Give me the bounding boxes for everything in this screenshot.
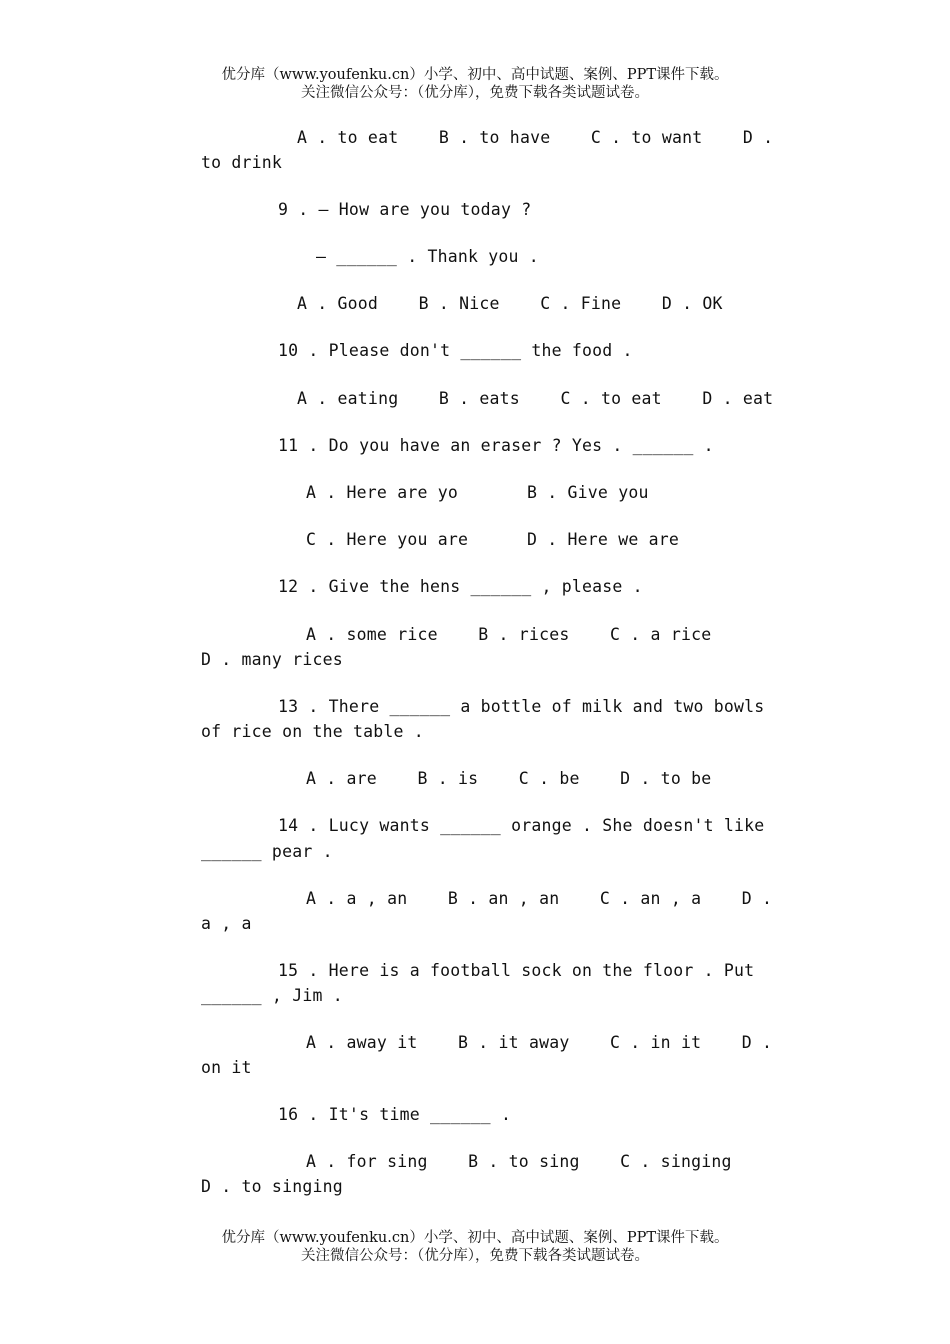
q11-question: 11 . Do you have an eraser ? Yes . ______ . [278,436,714,455]
q9-question: 9 . — How are you today ? [278,200,532,219]
q16-options-cont: D . to singing [201,1177,343,1196]
page-header [0,66,950,102]
page-footer [0,1229,950,1265]
q14-options-cont: a , a [201,914,252,933]
q12-question: 12 . Give the hens ______ , please . [278,577,643,596]
q8-options-cont: to drink [201,153,283,172]
q14-question: 14 . Lucy wants ______ orange . She doesn't like [278,816,765,835]
q11-option-b: B . Give you [527,483,649,502]
q11-option-a: A . Here are yo [306,483,459,502]
header-line-2: 关注微信公众号：（优分库），免费下载各类试题试卷。 [301,85,649,101]
q11-option-c: C . Here you are [306,530,469,549]
q10-question: 10 . Please don't ______ the food . [278,341,633,360]
q14-options: A . a , an B . an , an C . an , a D . [306,889,773,908]
q13-options: A . are B . is C . be D . to be [306,769,712,788]
q16-options: A . for sing B . to sing C . singing [306,1152,732,1171]
footer-line-1: 优分库（www.youfenku.cn）小学、初中、高中试题、案例、PPT课件下载。 [221,1230,729,1246]
q12-options: A . some rice B . rices C . a rice [306,625,712,644]
q13-question: 13 . There ______ a bottle of milk and two bowls [278,697,765,716]
q14-question-cont: ______ pear . [201,842,333,861]
q11-option-d: D . Here we are [527,530,680,549]
q12-options-cont: D . many rices [201,650,343,669]
q15-question: 15 . Here is a football sock on the floor . Put [278,961,755,980]
q15-options: A . away it B . it away C . in it D . [306,1033,773,1052]
q9-response: — ______ . Thank you . [316,247,539,266]
q10-options: A . eating B . eats C . to eat D . eat [297,389,774,408]
q8-options: A . to eat B . to have C . to want D . [297,128,774,147]
q15-options-cont: on it [201,1058,252,1077]
q9-options: A . Good B . Nice C . Fine D . OK [297,294,723,313]
q13-question-cont: of rice on the table . [201,722,424,741]
footer-line-2: 关注微信公众号：（优分库），免费下载各类试题试卷。 [301,1248,649,1264]
q15-question-cont: ______ , Jim . [201,986,343,1005]
q16-question: 16 . It's time ______ . [278,1105,512,1124]
header-line-1: 优分库（www.youfenku.cn）小学、初中、高中试题、案例、PPT课件下载。 [221,67,729,83]
